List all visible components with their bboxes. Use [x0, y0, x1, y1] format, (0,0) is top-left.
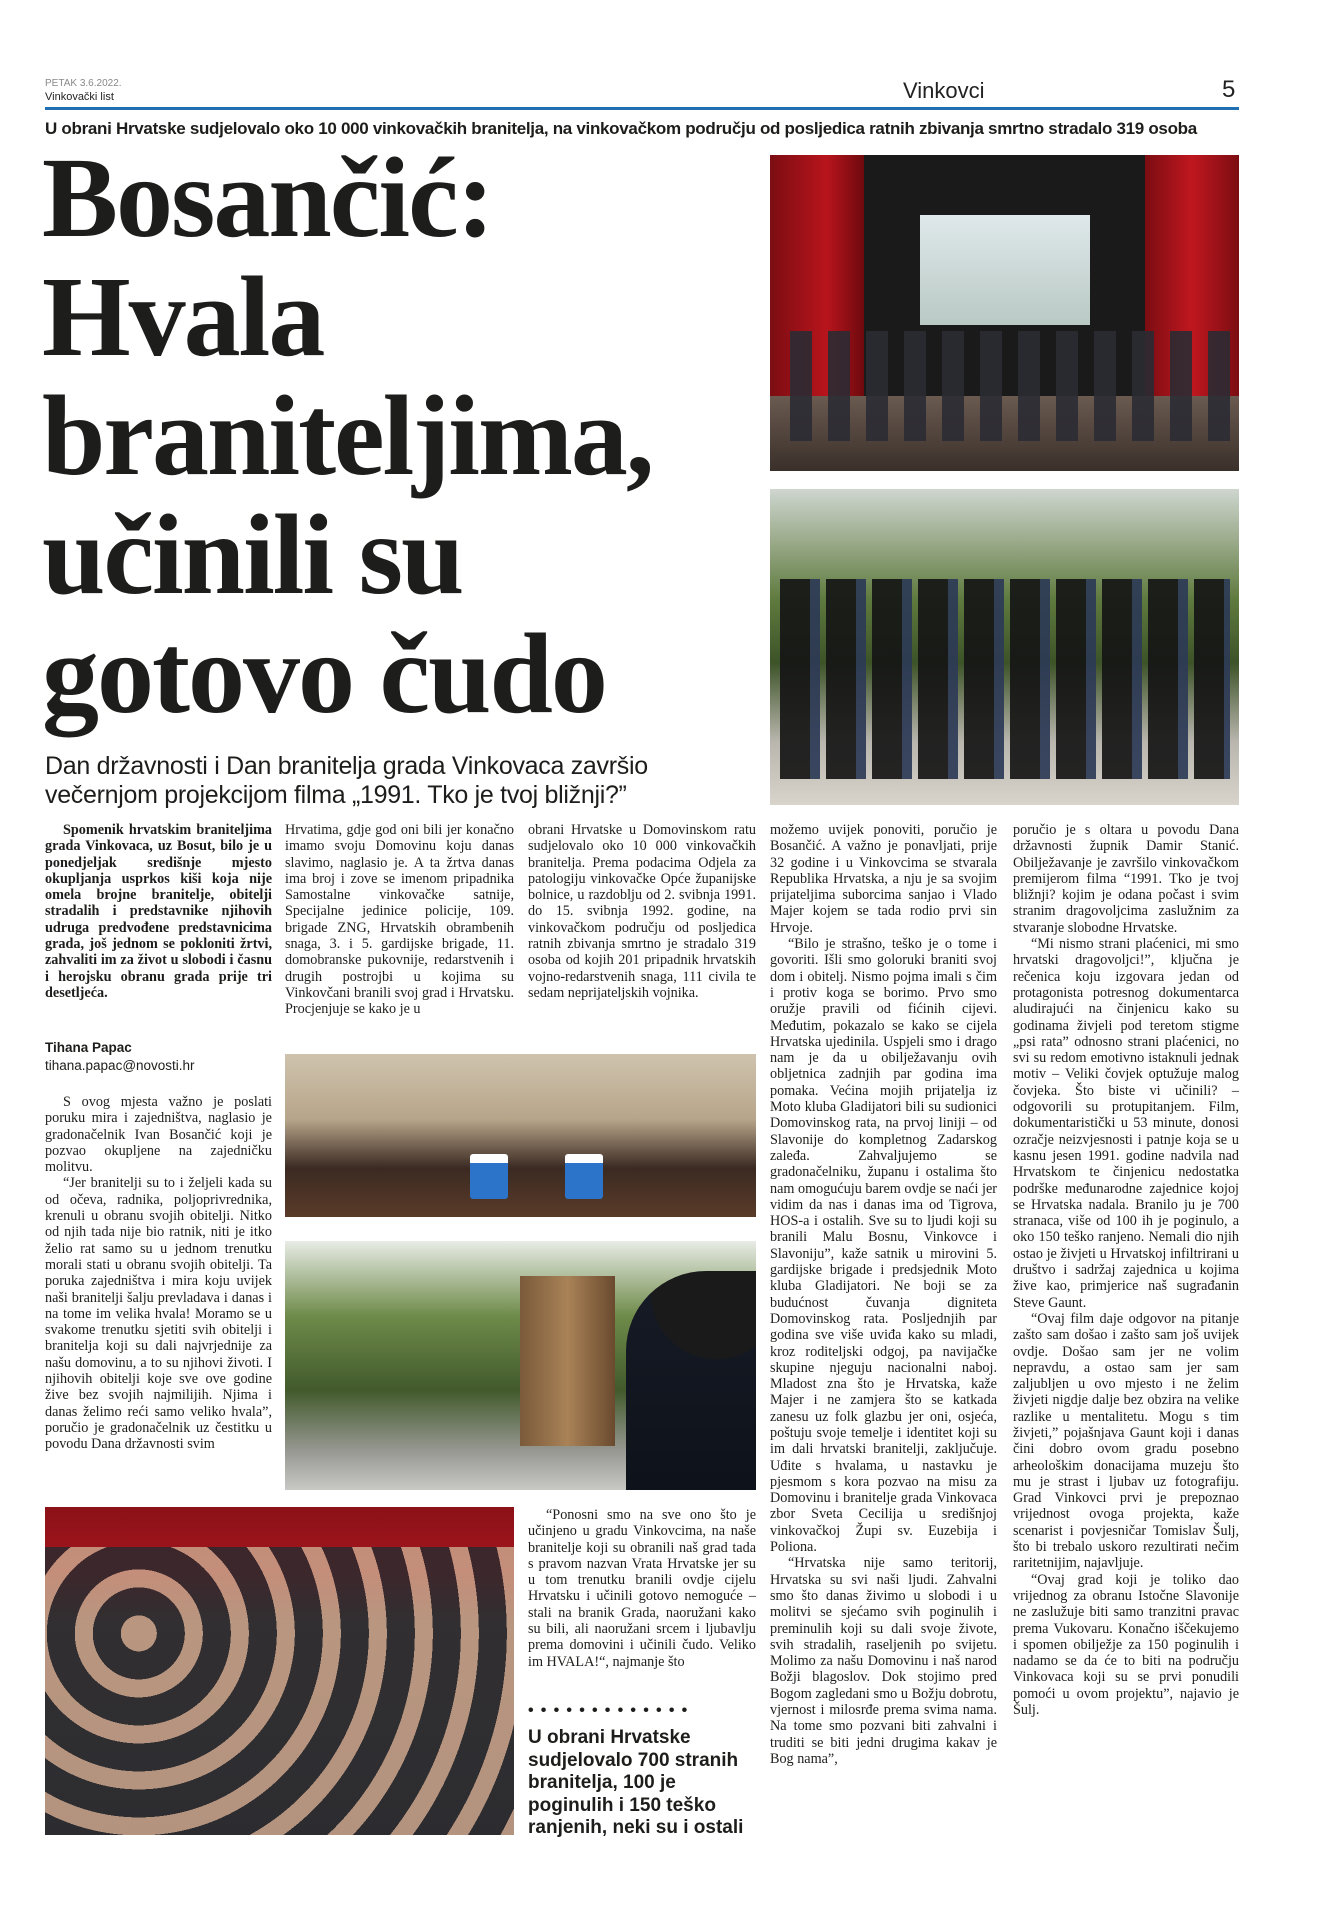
- paragraph: “Hrvatska nije samo teritorij, Hrvatska su svi naši ljudi. Zahvalni smo što danas živimo u slobodi i u molitvi se sjećamo svih poginulih i preminulih koji su dali svoje živote, svih stradalih, raseljenih po svijetu. Molimo za našu Domovinu i naš narod Božji blagoslov. Dok stojimo pred Bogom zagledani smo u Božju dobrotu, vjernost i milosrđe prema svima nama. Na tome smo pozvani biti zahvalni i truditi se biti jedni drugima kakav je Bog nama”,: [770, 1555, 997, 1767]
- headline: [42, 134, 762, 737]
- issue-date: PETAK 3.6.2022.: [45, 78, 122, 89]
- column-3-bottom: [528, 1507, 756, 1686]
- header-rule: [45, 107, 1239, 110]
- column-3-top: [528, 822, 756, 1040]
- paragraph: “Ovaj grad koji je toliko dao vrijednog za obranu Istočne Slavonije ne zaslužuje biti samo tranzitni pravac prema Vukovaru. Konačno iščekujemo i spomen obilježje za 150 poginulih i nadamo se da će to biti na području Vinkovaca koji su se prvi ponudili pomoći u ovom projektu”, najavio je Šulj.: [1013, 1571, 1239, 1719]
- photo-monument-wreaths: [285, 1241, 756, 1490]
- photo-audience: [45, 1507, 514, 1835]
- paragraph: “Ovaj film daje odgovor na pitanje zašto sam došao i zašto sam još uvijek ovdje. Došao sam jer ne volim nepravdu, a ostao sam jer sam zaljubljen u ovo mjesto i ne želim živjeti nigdje dalje bez obzira na velike razlike u mentalitetu. Mogu s tim živjeti,” pojašnjava Gaunt koji i danas čini dobro ovom gradu posebno arheološkim donacijama muzeju što mu je strast i ljubav uz fotografiju. Grad Vinkovci prvi je prepoznao vrijednost ovoga projekta, kaže scenarist i povjesničar Tomislav Šulj, što bi trebalo uskoro rezultirati nečim raritetnijim, najavljuje.: [1013, 1310, 1239, 1572]
- paragraph: poručio je s oltara u povodu Dana državnosti župnik Damir Stanić. Obilježavanje je završilo vinkovačkom premijerom filma “1991. Tko je tvoj bližnji? kojim je odana počast i svim stranim dragovoljcima zaslužnim za stvaranje slobodne Hrvatske.: [1013, 822, 1239, 936]
- column-2: [285, 822, 514, 1040]
- kicker: U obrani Hrvatske sudjelovalo oko 10 000 vinkovačkih branitelja, na vinkovačkom području od posljedica ratnih zbivanja smrtno stradalo 319 osoba: [45, 119, 1197, 138]
- standfirst: Dan državnosti i Dan branitelja grada Vinkovaca završio večernjom projekcijom filma „1991. Tko je tvoj bližnji?”: [45, 752, 648, 809]
- column-1: [45, 1094, 272, 1492]
- paragraph: možemo uvijek ponoviti, poručio je Bosančić. A važno je ponavljati, prije 32 godine i u Vinkovcima se stvarala Republika Hrvatska, a nju je sa svojim prijateljima suborcima sanjao i Vlado Majer kojem se tada rodio prvi sin Hrvoje.: [770, 822, 997, 936]
- headline-line: učinili su: [42, 491, 463, 618]
- separator-dots: •••••••••••••: [528, 1702, 695, 1719]
- paragraph: “Jer branitelji su to i željeli kada su od očeva, radnika, poljoprivrednika, krenuli u obranu svojih obitelji. Nitko od njih tada nije bio ratnik, niti je itko želio rat samo su u jednom trenutku morali stati u obranu svojih obitelji. Ta poruka zajedništva i mira koju uvijek naši branitelji šalju prevladava i danas i na tome im velika hvala! Moramo se u svakome trenutku sjetiti svih obitelji i branitelja koji su dali najvrjednije za našu domovinu, a to su njihovi životi. I njihovih obitelji koje sve ove godine žive bez svojih najmilijih. Njima i danas želimo reći samo veliko hvala”, poručio je gradonačelnik uz čestitku u povodu Dana državnosti svim: [45, 1175, 272, 1453]
- headline-line: braniteljima,: [42, 372, 653, 499]
- photo-stage-ceremony: [770, 155, 1239, 471]
- paragraph: “Bilo je strašno, teško je o tome i govoriti. Išli smo goloruki braniti svoj dom i obitelj. Nismo pojma imali s čim i protiv koga se borimo. Prvo smo oružje pravili od fićinih cijevi. Međutim, pokazalo se kako se cijela Hrvatska ujedinila. Uspjeli smo i drago nam je da u obilježavanju ovih obljetnica zadnjih par godina ima pomaka. Većina mojih prijatelja iz Moto kluba Gladijatori bili su sudionici Domovinskog rata, na prvoj liniji – od Slavonije do kompletnog Zadarskog zaleđa. Zahvaljujemo se gradonačelniku, županu i ostalima što nam omogućuju barem ovdje se naći jer vidim da nas i danas ima od Tigrova, HOS-a i ostalih. Sve su to ljudi koji su branili Malu Bosnu, Vinkovce i Slavoniju”, kaže satnik u mirovini 5. gardijske brigade i predsjednik Moto kluba Gladijatori. Ne boji se za budućnost čuvanja digniteta Domovinskog rata. Posljednjih par godina sve više uviđa kako su mladi, kroz roditeljski odgoj, pa navijačke skupine njeguju nacionalni naboj. Mladost zna što je Hrvatska, kaže Majer i ne zamjera što se katkada zanesu uz folk glazbu jer oni, osjeća, poštuju svoje temelje i identitet koji su im dali hrvatski branitelji, zaključuje. Uđite s hvalama, u nastavku je pjesmom s kora pozvao na misu za Domovinu i branitelje grada Vinkovaca zbor Sveta Cecilija u središnjoj vinkovačkoj Župi sv. Euzebija i Poliona.: [770, 936, 997, 1556]
- article-lede: [45, 822, 272, 1027]
- section-title: Vinkovci: [903, 78, 985, 103]
- author-name: Tihana Papac: [45, 1040, 132, 1055]
- photo-group-bikers: [770, 489, 1239, 805]
- lede-paragraph: Spomenik hrvatskim braniteljima grada Vinkovaca, uz Bosut, bilo je u ponedjeljak središnje mjesto okupljanja usprkos kiši koja nije omela brojne branitelje, obitelji stradalih i predstavnike njihovih udruga predvođene predstavnicima grada, još jednom se pokloniti žrtvi, zahvaliti im za život u slobodi i časnu i herojsku obranu grada prije tri desetljeća.: [45, 822, 272, 1001]
- headline-line: Hvala: [42, 253, 324, 380]
- headline-line: gotovo čudo: [42, 610, 606, 737]
- column-4: [770, 822, 997, 1842]
- newspaper-name: Vinkovački list: [45, 91, 114, 103]
- photo-church-mass: [285, 1054, 756, 1217]
- author-email[interactable]: tihana.papac@novosti.hr: [45, 1058, 195, 1073]
- page-number: 5: [1222, 76, 1236, 103]
- headline-line: Bosančić:: [42, 134, 493, 261]
- paragraph: obrani Hrvatske u Domovinskom ratu sudjelovalo oko 10 000 vinkovačkih branitelja. Prema podacima Odjela za patologiju vinkovačke Opće županijske bolnice, u razdoblju od 2. svibnja 1991. do 15. svibnja 1992. godine, na vinkovačkom području od posljedica ratnih zbivanja smrtno je stradalo 319 osoba od kojih 201 pripadnik hrvatskih vojno-redarstvenih snaga, 111 civila te sedam neprijateljskih vojnika.: [528, 822, 756, 1001]
- paragraph: “Ponosni smo na sve ono što je učinjeno u gradu Vinkovcima, na naše branitelje koji su obranili naš grad tada s pravom nazvan Vrata Hrvatske jer su u tom trenutku branili ovdje cijelu Hrvatsku i učinili gotovo nemoguće – stali na branik Grada, naoružani kako su bili, ali naoružani srcem i ljubavlju prema domovini i učinili čudo. Veliko im HVALA!“, najmanje što: [528, 1507, 756, 1670]
- column-5: [1013, 822, 1239, 1842]
- paragraph: S ovog mjesta važno je poslati poruku mira i zajedništva, naglasio je gradonačelnik Ivan Bosančić koji je pozvao okupljene na zajedničku molitvu.: [45, 1094, 272, 1176]
- paragraph: Hrvatima, gdje god oni bili jer konačno imamo svoju Domovinu koju danas slavimo, naglasio je. A ta žrtva danas ima broj i zove se imenom pripadnika Samostalne vinkovačke satnije, Specijalne jedinice policije, 109. brigade ZNG, Hrvatskih obrambenih snaga, 3. i 5. gardijske brigade, 11. domobranske pukovnije, redarstvenih i drugih postrojbi u kojima su Vinkovčani branili svoj grad i Hrvatsku. Procjenjuje se kako je u: [285, 822, 514, 1018]
- paragraph: “Mi nismo strani plaćenici, mi smo hrvatski dragovoljci!”, ključna je rečenica koju izgovara jedan od protagonista potresnog dokumentarca aludirajući na činjenicu kako su godinama živjeli pod teretom stigme „psi rata” odnosno strani plaćenici, no svi su redom emotivno istaknuli jednak motiv – Veliki čovjek optužuje malog čovjeka. Što biste vi učinili? – odgovorili su protupitanjem. Film, dokumentaristički u 53 minute, donosi ozračje neizvjesnosti i patnje koja se u kasnu jesen 1991. godine nadvila nad Hrvatskom te činjenicu nedostatka podrške međunarodne zajednice kojoj se Hrvatska nadala. Branilo ju je 700 stranaca, više od 100 ih je poginulo, a oko 150 teško ranjeno. Nemali dio njih ostao je živjeti u Hrvatskoj infiltrirani u društvo i sadržaj zajednica u kojima žive kao, primjerice naš sugrađanin Steve Gaunt.: [1013, 936, 1239, 1311]
- subheading: U obrani Hrvatske sudjelovalo 700 stranih branitelja, 100 je poginulih i 150 teško ranjenih, neki su i ostali: [528, 1727, 744, 1838]
